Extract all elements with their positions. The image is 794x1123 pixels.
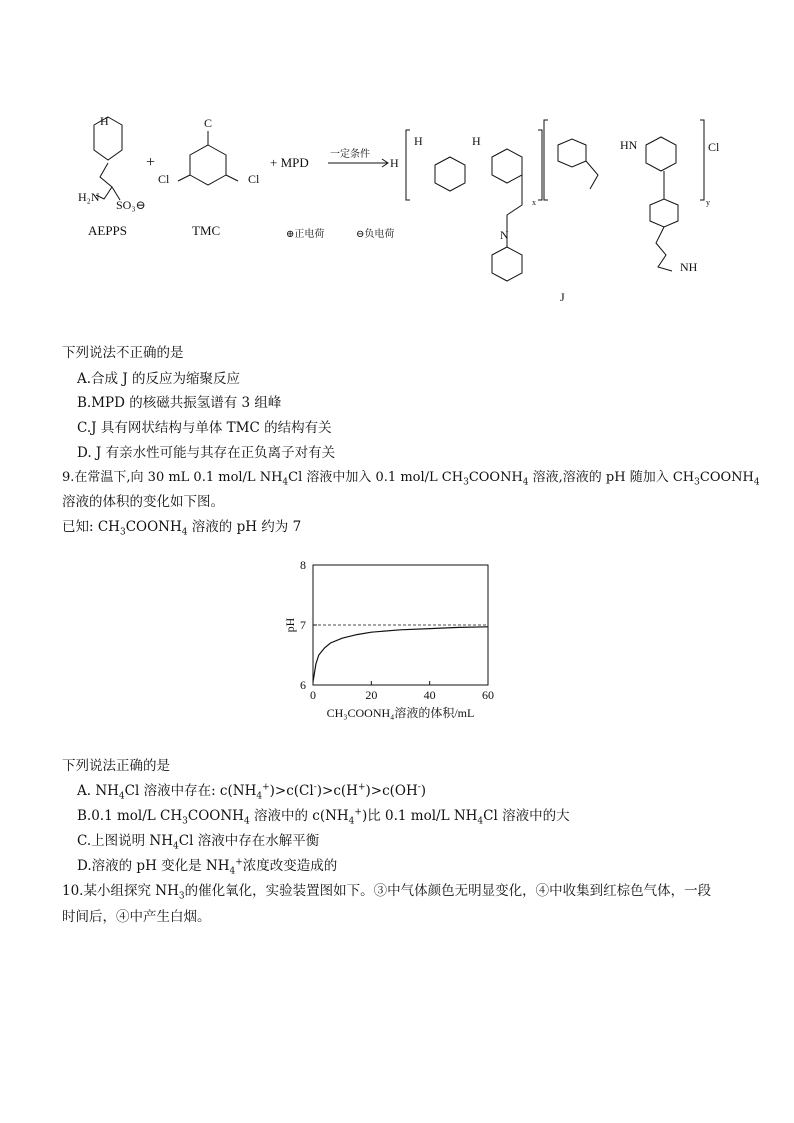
aepps-h2n: H₂N <box>78 190 100 204</box>
positive-charge-legend: ⊕正电荷 <box>286 229 325 240</box>
ph-chart <box>280 555 510 740</box>
q9-option-d: D.溶液的 pH 变化是 $NH_4^+$浓度改变造成的 <box>77 857 338 877</box>
tmc-structure <box>190 145 226 185</box>
aepps-h: H <box>100 114 109 128</box>
q9-stem2: 下列说法正确的是 <box>62 758 170 774</box>
q10-line2: 时间后，④中产生白烟。 <box>62 909 211 925</box>
x-tick-label: 40 <box>423 688 436 702</box>
q9-given: 已知: $CH_3COONH_4$ 溶液的 pH 约为 7 <box>62 519 302 538</box>
plus-mpd: + MPD <box>270 155 309 170</box>
q9-stem-line1: 9.在常温下,向 30 mL 0.1 mol/L $NH_4Cl$ 溶液中加入 0.1 mol/L $CH_3COONH_4$ 溶液,溶液的 pH 随加入 $CH_3COONH_4$ <box>62 470 760 488</box>
aepps-so3: SO₃⊖ <box>116 198 146 212</box>
x-tick-label: 20 <box>365 688 378 702</box>
q8-option-a: A.合成 J 的反应为缩聚反应 <box>77 371 241 387</box>
product-label-j: J <box>560 290 565 304</box>
y-tick-label: 7 <box>300 618 306 632</box>
product-nh-lower: N <box>500 228 509 242</box>
q9-option-b: B.0.1 mol/L $CH_3COONH_4$ 溶液中的 $c(NH_4^+)$比 0.1 mol/L $NH_4Cl$ 溶液中的大 <box>77 807 570 827</box>
reaction-condition: 一定条件 <box>330 149 370 160</box>
product-subscript-y: y <box>706 198 710 207</box>
product-hn: HN <box>620 138 638 152</box>
product-nh-right: NH <box>680 260 698 274</box>
product-h-left: H <box>390 156 399 170</box>
negative-charge-legend: ⊖负电荷 <box>356 229 395 240</box>
q8-option-d: D. J 有亲水性可能与其存在正负离子对有关 <box>77 445 336 461</box>
plus-sign-1: + <box>146 154 156 171</box>
series-line-0 <box>313 627 488 682</box>
q10-line1: 10.某小组探究 $NH_3$的催化氧化，实验装置图如下。③中气体颜色无明显变化，④中收集到红棕色气体，一段 <box>62 883 712 902</box>
q9-option-a: A. $NH_4Cl$ 溶液中存在: $c(NH_4^+)>c(Cl^-)>c(H^+)>c(OH^-)$ <box>77 782 427 802</box>
tmc-label: TMC <box>192 223 221 238</box>
x-tick-label: 60 <box>482 688 494 702</box>
q9-option-c: C.上图说明 $NH_4Cl$ 溶液中存在水解平衡 <box>77 833 320 852</box>
y-axis-label: pH <box>283 617 297 633</box>
x-tick-label: 0 <box>310 688 316 702</box>
y-tick-label: 6 <box>300 678 306 692</box>
reaction-scheme <box>60 105 760 315</box>
aepps-label: AEPPS <box>88 223 128 238</box>
product-cl: Cl <box>708 140 720 154</box>
y-tick-label: 8 <box>300 558 306 572</box>
q8-option-b: B.MPD 的核磁共振氢谱有 3 组峰 <box>77 395 282 411</box>
tmc-right-cl: Cl <box>248 172 260 186</box>
tmc-top-c: C <box>204 116 213 130</box>
product-h-nh: H <box>414 134 423 148</box>
tmc-left-cl: Cl <box>158 172 170 186</box>
q8-stem: 下列说法不正确的是 <box>62 345 184 361</box>
x-axis-label: CH₃COONH₄溶液的体积/mL <box>326 706 475 720</box>
product-subscript-x: x <box>532 198 536 207</box>
reaction-arrow <box>328 159 388 167</box>
q9-stem-line2: 溶液的体积的变化如下图。 <box>62 494 224 510</box>
product-h-nh-2: H <box>472 134 481 148</box>
q8-option-c: C.J 具有网状结构与单体 TMC 的结构有关 <box>77 420 332 436</box>
